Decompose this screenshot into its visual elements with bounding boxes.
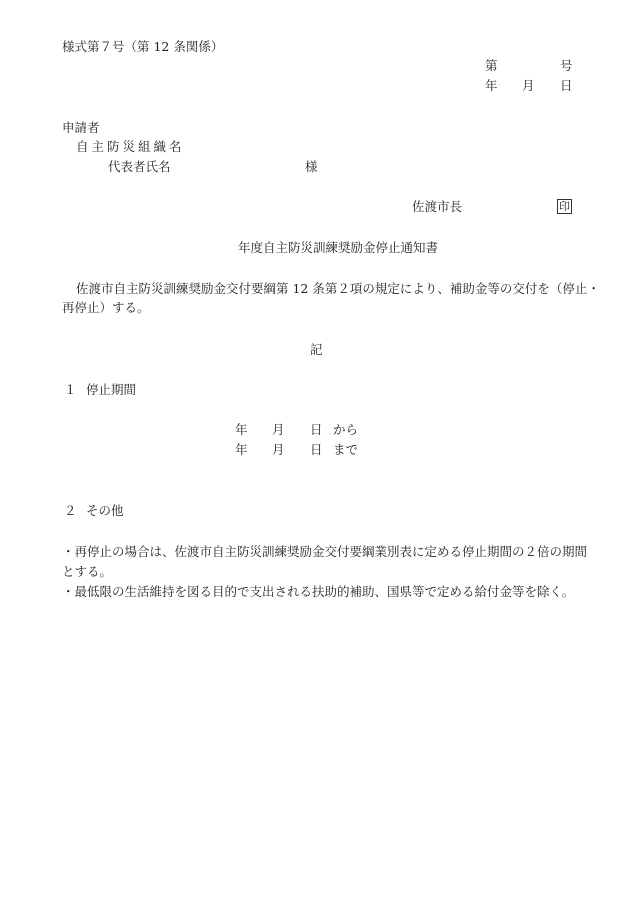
period-from-day: 日: [310, 422, 323, 437]
applicant-label: 申請者: [62, 120, 100, 135]
doc-number-prefix: 第: [485, 58, 498, 73]
representative-name-label: 代表者氏名: [108, 159, 171, 174]
note-2: ・最低限の生活維持を図る目的で支出される扶助的補助、国県等で定める給付金等を除く。: [62, 584, 575, 599]
form-number: 様式第７号（第 12 条関係）: [62, 39, 224, 54]
period-from-month: 月: [272, 422, 285, 437]
period-to-year: 年: [235, 442, 248, 457]
seal-mark: 印: [559, 200, 570, 213]
date-month-label: 月: [522, 78, 535, 93]
date-year-label: 年: [485, 78, 498, 93]
note-1-line-2: とする。: [62, 564, 113, 579]
ki-marker: 記: [310, 342, 323, 357]
period-from-year: 年: [235, 422, 248, 437]
mayor-label: 佐渡市長: [412, 199, 463, 214]
body-text-line-1: 佐渡市自主防災訓練奨励金交付要綱第 12 条第２項の規定により、補助金等の交付を（停止・: [76, 281, 600, 296]
doc-number-suffix: 号: [560, 58, 573, 73]
period-to-month: 月: [272, 442, 285, 457]
period-to-suffix: まで: [333, 442, 359, 457]
date-day-label: 日: [560, 78, 573, 93]
honorific: 様: [305, 159, 318, 174]
period-to-day: 日: [310, 442, 323, 457]
period-from-suffix: から: [333, 422, 359, 437]
org-name-label: 自主防災組織名: [76, 139, 185, 154]
section-1-heading: 停止期間: [86, 382, 137, 397]
section-2-number: ２: [64, 503, 77, 518]
body-text-line-2: 再停止）する。: [62, 300, 150, 315]
document-title: 年度自主防災訓練奨励金停止通知書: [238, 240, 439, 255]
section-1-number: １: [64, 382, 77, 397]
section-2-heading: その他: [86, 503, 124, 518]
note-1-line-1: ・再停止の場合は、佐渡市自主防災訓練奨励金交付要綱業別表に定める停止期間の２倍の期間: [62, 544, 588, 559]
